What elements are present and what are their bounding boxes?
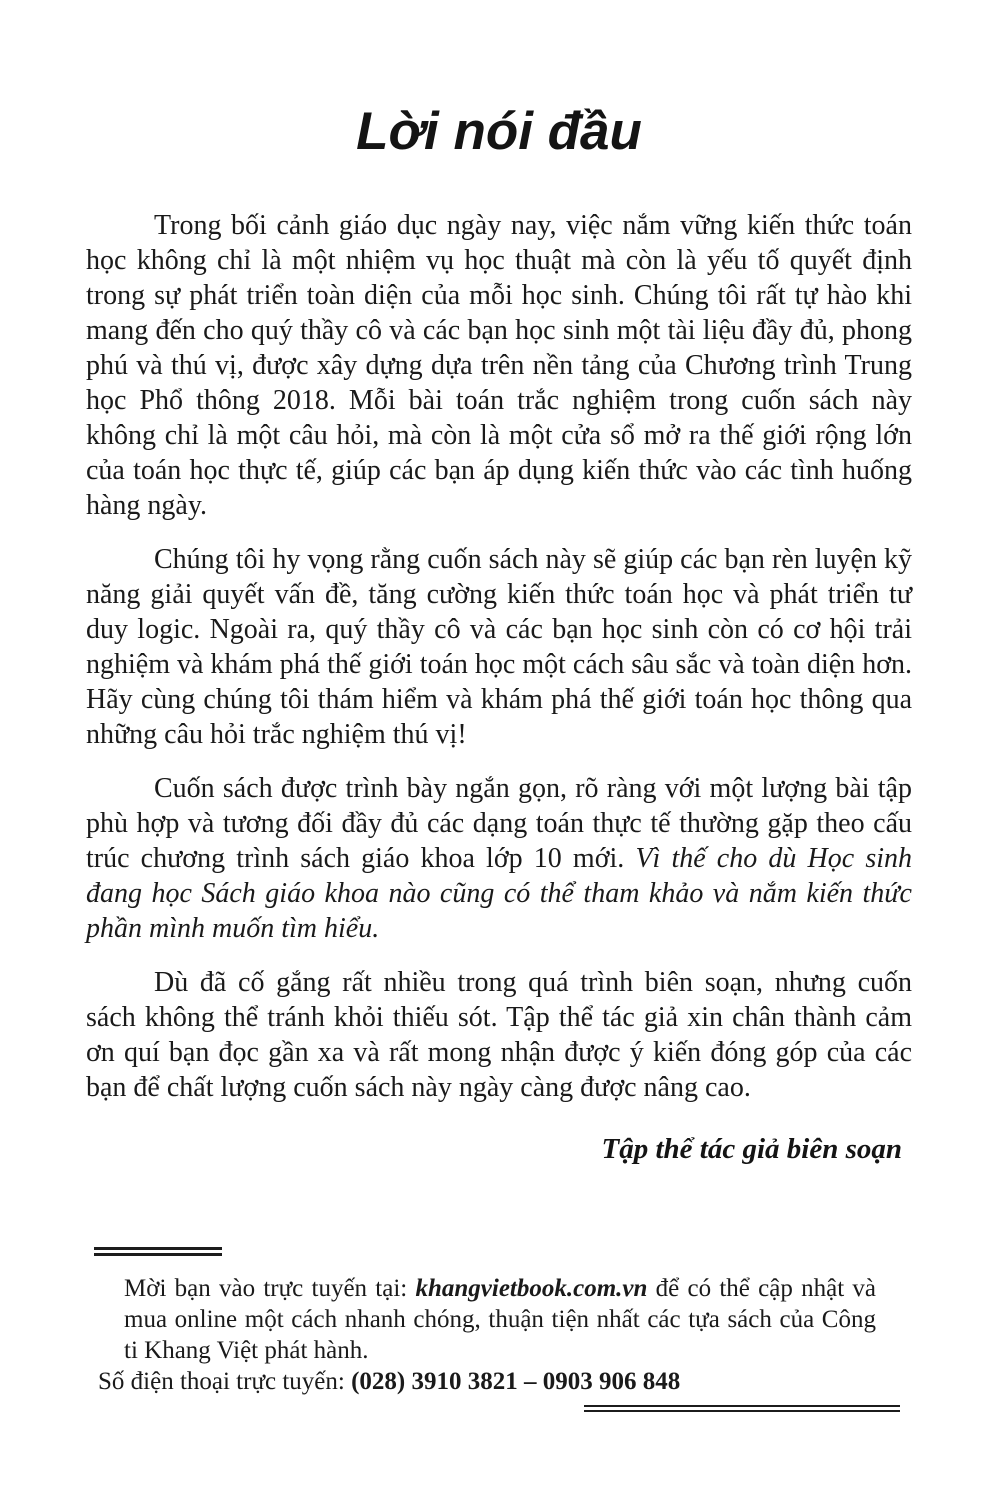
footer-separator-rule-bottom bbox=[584, 1405, 900, 1412]
paragraph-structure-italic-text: Vì thế cho dù Học sinh đang học Sách giáo khoa nào cũng có thể tham khảo và nắm kiến thức phần mình muốn tìm hiểu. bbox=[86, 843, 912, 944]
website-link: khangvietbook.com.vn bbox=[415, 1275, 648, 1302]
footer-invite-suffix: để có thể cập nhật và mua online một cách nhanh chóng, thuận tiện nhất các tựa sách của Công ti Khang Việt phát hành. bbox=[124, 1275, 876, 1364]
paragraph-apology: Dù đã cố gắng rất nhiều trong quá trình biên soạn, nhưng cuốn sách không thể tránh khỏi thiếu sót. Tập thể tác giả xin chân thành cảm ơn quí bạn đọc gần xa và rất mong nhận được ý kiến đóng góp của các bạn để chất lượng cuốn sách này ngày càng được nâng cao. bbox=[86, 967, 912, 1103]
paragraph-structure-normal-text: Cuốn sách được trình bày ngắn gọn, rõ ràng với một lượng bài tập phù hợp và tương đối đầy đủ các dạng toán thực tế thường gặp theo cấu trúc chương trình sách giáo khoa lớp 10 mới. bbox=[86, 773, 912, 874]
footer-invite-text bbox=[124, 1273, 876, 1366]
footer-invite-prefix: Mời bạn vào trực tuyến tại: bbox=[124, 1275, 416, 1302]
author-signature: Tập thể tác giả biên soạn bbox=[601, 1133, 902, 1165]
footer-phone-label: Số điện thoại trực tuyến: bbox=[98, 1368, 352, 1395]
footer-separator-rule-top bbox=[94, 1247, 222, 1256]
paragraph-structure bbox=[86, 771, 912, 946]
paragraph-hope: Chúng tôi hy vọng rằng cuốn sách này sẽ giúp các bạn rèn luyện kỹ năng giải quyết vấn đề, tăng cường kiến thức toán học và phát triển tư duy logic. Ngoài ra, quý thầy cô và các bạn học sinh còn có cơ hội trải nghiệm và khám phá thế giới toán học một cách sâu sắc và toàn diện hơn. Hãy cùng chúng tôi thám hiểm và khám phá thế giới toán học thông qua những câu hỏi trắc nghiệm thú vị! bbox=[86, 544, 912, 750]
footer-phone-numbers: (028) 3910 3821 – 0903 906 848 bbox=[351, 1368, 681, 1395]
paragraph-intro: Trong bối cảnh giáo dục ngày nay, việc nắm vững kiến thức toán học không chỉ là một nhiệm vụ học thuật mà còn là yếu tố quyết định trong sự phát triển toàn diện của mỗi học sinh. Chúng tôi rất tự hào khi mang đến cho quý thầy cô và các bạn học sinh một tài liệu đầy đủ, phong phú và thú vị, được xây dựng dựa trên nền tảng của Chương trình Trung học Phổ thông 2018. Mỗi bài toán trắc nghiệm trong cuốn sách này không chỉ là một câu hỏi, mà còn là một cửa sổ mở ra thế giới rộng lớn của toán học thực tế, giúp các bạn áp dụng kiến thức vào các tình huống hàng ngày. bbox=[86, 210, 912, 521]
page-title: Lời nói đầu bbox=[356, 102, 642, 161]
footer-phone-line bbox=[98, 1366, 912, 1397]
